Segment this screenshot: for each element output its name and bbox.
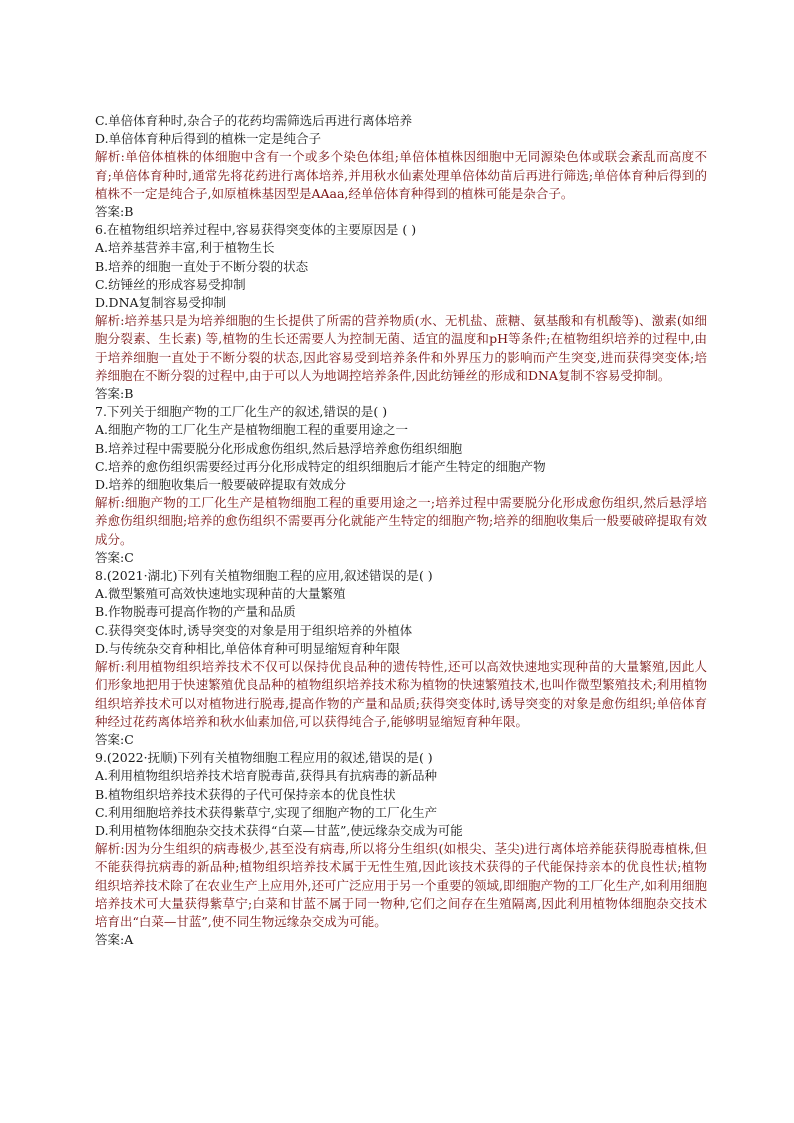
question-stem: 7.下列关于细胞产物的工厂化生产的叙述,错误的是( ) [95, 404, 388, 420]
analysis-text: 解析:细胞产物的工厂化生产是植物细胞工程的重要用途之一;培养过程中需要脱分化形成愈伤组织,然后悬浮培养愈伤组织细胞;培养的愈伤组织不需要再分化就能产生特定的细胞产物;培养的细胞收集后一般要破碎提取有效成分。 [95, 495, 707, 547]
q5-answer: 答案:B [95, 204, 134, 220]
analysis-text: 解析:利用植物组织培养技术不仅可以保持优良品种的遗传特性,还可以高效快速地实现种苗的大量繁殖,因此人们形象地把用于快速繁殖优良品种的植物组织培养技术称为植物的快速繁殖技术,也叫作微型繁殖技术;利用植物组织培养技术可以对植物进行脱毒,提高作物的产量和品质;获得突变体时,诱导突变的对象是愈伤组织;单倍体育种经过花药离体培养和秋水仙素加倍,可以获得纯合子,能够明显缩短育种年限。 [95, 659, 707, 729]
option-d: D.利用植物体细胞杂交技术获得“白菜—甘蓝”,使远缘杂交成为可能 [95, 822, 463, 838]
question-6 [95, 221, 707, 403]
analysis-text: 解析:因为分生组织的病毒极少,甚至没有病毒,所以将分生组织(如根尖、茎尖)进行离体培养能获得脱毒植株,但不能获得抗病毒的新品种;植物组织培养技术属于无性生殖,因此该技术获得的子代能保持亲本的优良性状;植物组织培养技术除了在农业生产上应用外,还可广泛应用于另一个重要的领域,即细胞产物的工厂化生产,如利用细胞培养技术可大量获得紫草宁;白菜和甘蓝不属于同一物种,它们之间存在生殖隔离,因此利用植物体细胞杂交技术培育出“白菜—甘蓝”,使不同生物远缘杂交成为可能。 [95, 841, 707, 929]
q5-option-c: C.单倍体育种时,杂合子的花药均需筛选后再进行离体培养 [95, 113, 413, 128]
question-stem: 6.在植物组织培养过程中,容易获得突变体的主要原因是 ( ) [95, 222, 417, 238]
option-c: C.培养的愈伤组织需要经过再分化形成特定的组织细胞后才能产生特定的细胞产物 [95, 458, 546, 474]
answer-text: 答案:B [95, 386, 134, 402]
answer-text: 答案:C [95, 731, 134, 747]
option-a: A.培养基营养丰富,利于植物生长 [95, 240, 275, 256]
document-page [95, 112, 707, 949]
option-b: B.植物组织培养技术获得的子代可保持亲本的优良性状 [95, 786, 396, 802]
option-d: D.培养的细胞收集后一般要破碎提取有效成分 [95, 477, 347, 493]
option-d: D.与传统杂交育种相比,单倍体育种可明显缩短育种年限 [95, 640, 401, 656]
question-stem: 9.(2022·抚顺)下列有关植物细胞工程应用的叙述,错误的是( ) [95, 750, 433, 766]
question-stem: 8.(2021·湖北)下列有关植物细胞工程的应用,叙述错误的是( ) [95, 568, 433, 584]
option-b: B.作物脱毒可提高作物的产量和品质 [95, 604, 296, 620]
answer-text: 答案:C [95, 549, 134, 565]
question-9 [95, 749, 707, 949]
option-d: D.DNA复制容易受抑制 [95, 295, 227, 311]
option-b: B.培养的细胞一直处于不断分裂的状态 [95, 258, 309, 274]
option-a: A.细胞产物的工厂化生产是植物细胞工程的重要用途之一 [95, 422, 409, 438]
analysis-text: 解析:培养基只是为培养细胞的生长提供了所需的营养物质(水、无机盐、蔗糖、氨基酸和有机酸等)、激素(如细胞分裂素、生长素) 等,植物的生长还需要人为控制无菌、适宜的温度和pH等条件;在植物组织培养的过程中,由于培养细胞一直处于不断分裂的状态,因此容易受到培养条件和外界压力的影响而产生突变,进而获得突变体;培养细胞在不断分裂的过程中,由于可以人为地调控培养条件,因此纺锤丝的形成和DNA复制不容易受抑制。 [95, 313, 707, 383]
option-a: A.利用植物组织培养技术培育脱毒苗,获得具有抗病毒的新品种 [95, 768, 437, 784]
option-c: C.获得突变体时,诱导突变的对象是用于组织培养的外植体 [95, 622, 413, 638]
answer-text: 答案:A [95, 932, 134, 948]
question-8 [95, 567, 707, 749]
question-7 [95, 403, 707, 567]
option-c: C.利用细胞培养技术获得紫草宁,实现了细胞产物的工厂化生产 [95, 804, 438, 820]
q5-analysis: 解析:单倍体植株的体细胞中含有一个或多个染色体组;单倍体植株因细胞中无同源染色体或联会紊乱而高度不育;单倍体育种时,通常先将花药进行离体培养,并用秋水仙素处理单倍体幼苗后再进行筛选;单倍体育种后得到的植株不一定是纯合子,如原植株基因型是AAaa,经单倍体育种得到的植株可能是杂合子。 [95, 149, 707, 201]
option-c: C.纺锤丝的形成容易受抑制 [95, 276, 246, 292]
option-a: A.微型繁殖可高效快速地实现种苗的大量繁殖 [95, 586, 346, 602]
option-b: B.培养过程中需要脱分化形成愈伤组织,然后悬浮培养愈伤组织细胞 [95, 440, 463, 456]
q5-option-d: D.单倍体育种后得到的植株一定是纯合子 [95, 131, 322, 147]
